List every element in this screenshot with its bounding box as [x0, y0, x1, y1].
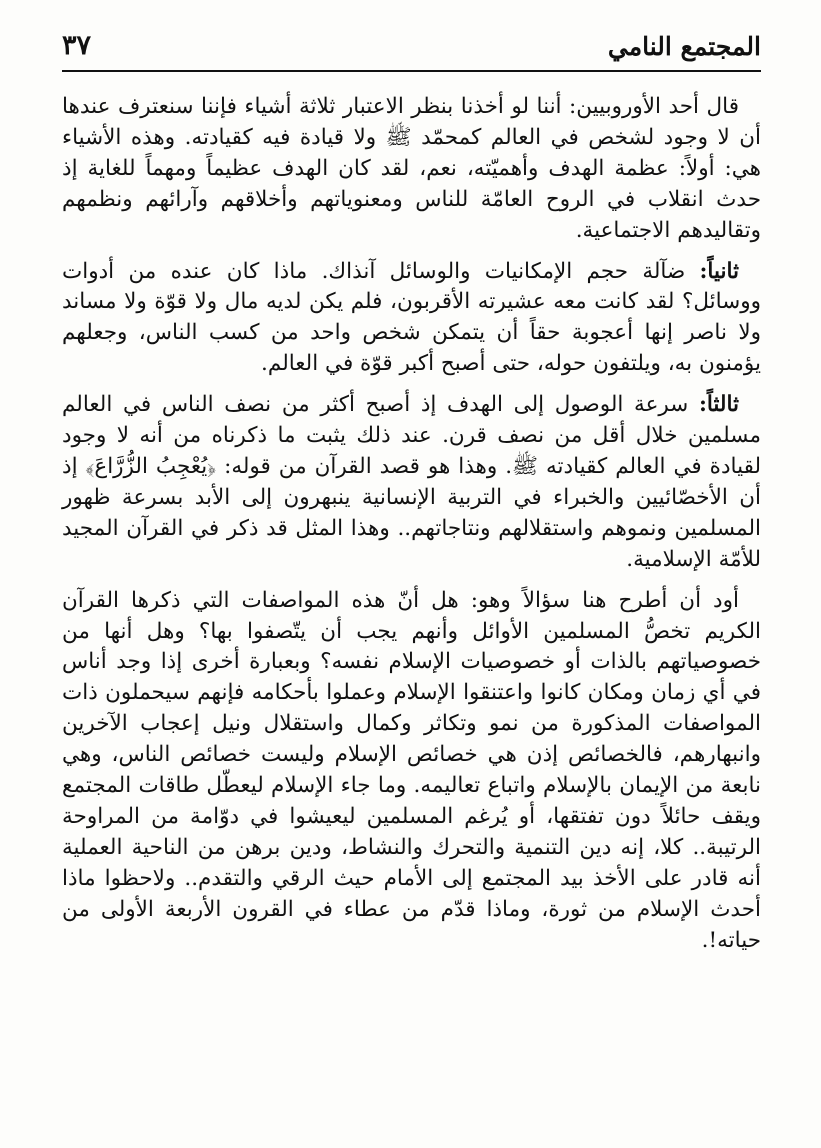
paragraph-text: ضآلة حجم الإمكانيات والوسائل آنذاك. ماذا كان عنده من أدوات ووسائل؟ لقد كانت معه عشيرته الأقربون، فلم يكن لديه مال ولا قوّة ولا مساند ولا ناصر إنها أعجوبة حقاً أن يتمكن شخص واحد من كسب الناس، وجعلهم يؤمنون به، ويلتفون حوله، حتى أصبح أكبر قوّة في العالم.: [62, 258, 762, 377]
paragraph: [62, 257, 761, 381]
paragraph-lead: ثانياً:: [699, 258, 739, 284]
body-text: [62, 92, 761, 966]
paragraph: [62, 92, 761, 247]
paragraph-lead: ثالثاً:: [698, 392, 739, 418]
page-header: [62, 28, 761, 72]
paragraph-text: قال أحد الأوروبيين: أننا لو أخذنا بنظر الاعتبار ثلاثة أشياء فإننا سنعترف عندها أن لا وجود لشخص في العالم كمحمّد ﷺ ولا قيادة فيه كقيادته. وهذه الأشياء هي: أولاً: عظمة الهدف وأهميّته، نعم، لقد كان الهدف عظيماً ومهماً للغاية إذ حدث انقلاب في الروح العامّة للناس ومعنوياتهم وأخلاقهم وآرائهم ونظمهم وتقاليدهم الاجتماعية.: [62, 94, 761, 243]
page-number: ٣٧: [62, 30, 92, 61]
paragraph-text: أود أن أطرح هنا سؤالاً وهو: هل أنّ هذه المواصفات التي ذكرها القرآن الكريم تخصُّ المسلمين الأوائل وأنهم يجب أن يتّصفوا بها؟ وهل أنها من خصوصياتهم بالذات أو خصوصيات الإسلام نفسه؟ وبعبارة أخرى إذا وجد أناس في أي زمان ومكان كانوا واعتنقوا الإسلام وعملوا بأحكامه فإنهم سيحملون ذات المواصفات المذكورة من نمو وتكاثر وكمال واستقلال ونيل إعجاب الآخرين وانبهارهم، فالخصائص إذن هي خصائص الإسلام وليست خصائص الناس، وهي نابعة من الإيمان بالإسلام واتباع تعاليمه. وما جاء الإسلام ليعطّل طاقات المجتمع ويقف حائلاً دون تفتقها، أو يُرغم المسلمين ليعيشوا في دوّامة من المراوحة الرتيبة.. كلا، إنه دين التنمية والتحرك والنشاط، ودين برهن من الناحية العملية أنه قادر على الأخذ بيد المجتمع إلى الأمام حيث الرقي والتقدم.. ولاحظوا ماذا أحدث الإسلام من ثورة، وماذا قدّم من عطاء في القرون الأربعة الأولى من حياته!.: [62, 587, 761, 953]
paragraph: [62, 586, 761, 957]
running-title: المجتمع النامي: [607, 32, 761, 61]
paragraph-text: سرعة الوصول إلى الهدف إذ أصبح أكثر من نصف الناس في العالم مسلمين خلال أقل من نصف قرن. عند ذلك يثبت ما ذكرناه من أنه لا وجود لقيادة في العالم كقيادته ﷺ. وهذا هو قصد القرآن من قوله: ﴿يُعْجِبُ الزُّرَّاعَ﴾ إذ أن الأخصّائيين والخبراء في التربية الإنسانية ينبهرون إلى الأبد بسرعة ظهور المسلمين ونموهم واستقلالهم ونتاجاتهم.. وهذا المثل قد ذكر في القرآن المجيد للأمّة الإسلامية.: [62, 392, 761, 572]
paragraph: [62, 390, 761, 575]
